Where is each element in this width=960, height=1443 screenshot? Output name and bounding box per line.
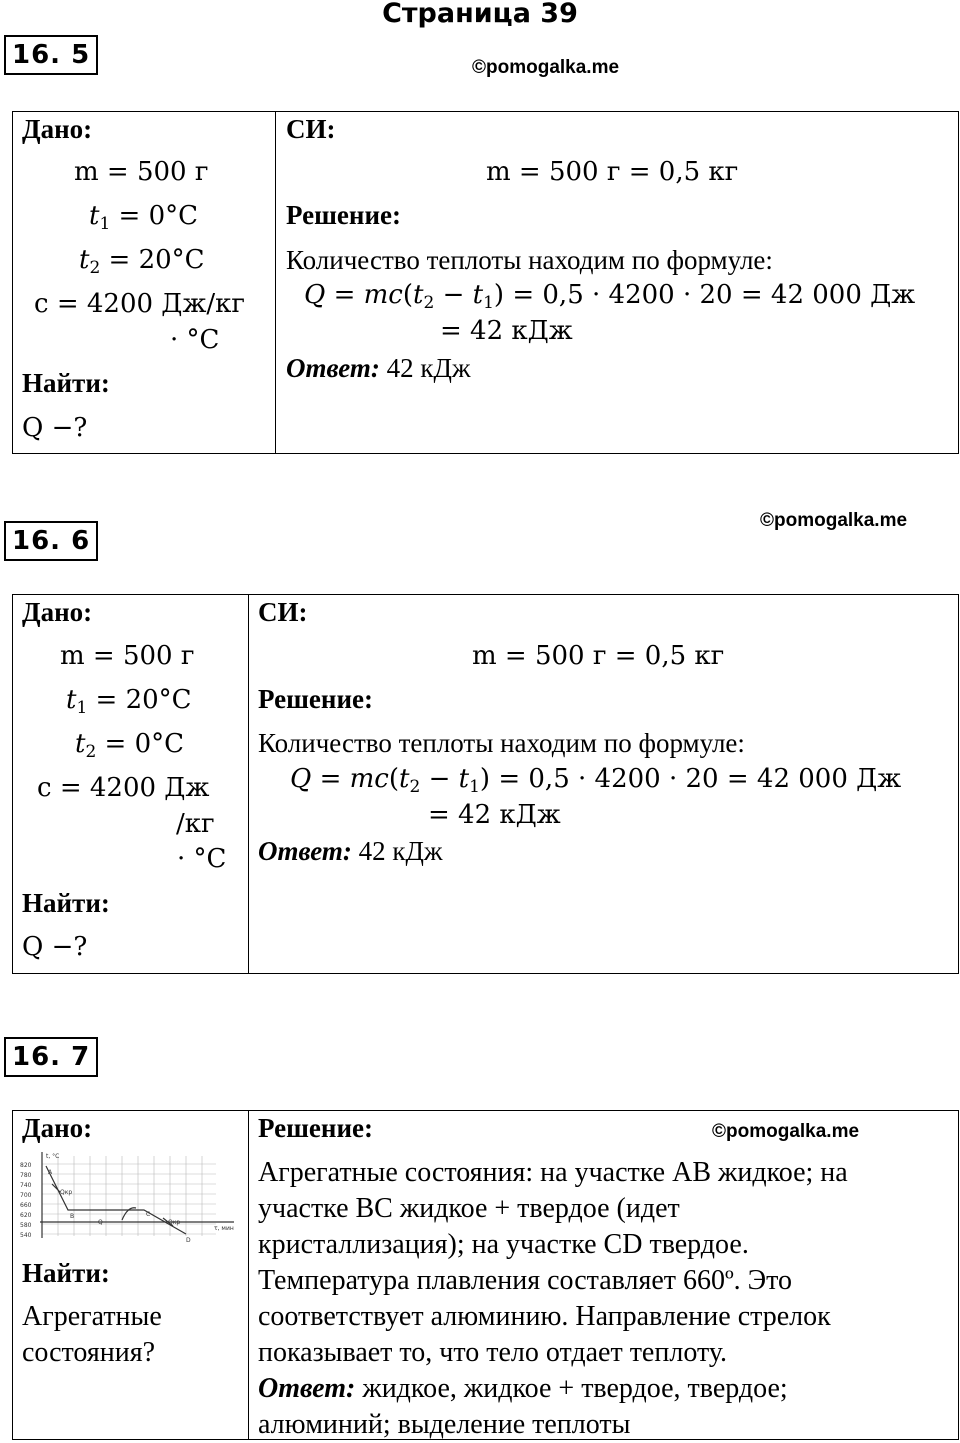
answer-continued: алюминий; выделение теплоты — [258, 1409, 631, 1440]
given-c-unit: · °C — [170, 325, 220, 355]
table-divider — [248, 594, 249, 974]
y-tick: 580 — [20, 1222, 32, 1229]
given-mass: m = 500 г — [60, 641, 195, 671]
point-label: B — [70, 1213, 75, 1220]
given-heading: Дано: — [22, 597, 93, 627]
given-heading: Дано: — [22, 114, 93, 144]
answer: Ответ: жидкое, жидкое + твердое, твердое; — [258, 1373, 788, 1404]
y-tick: 820 — [20, 1162, 32, 1169]
given-heading: Дано: — [22, 1113, 93, 1143]
watermark: ©pomogalka.me — [760, 510, 908, 531]
solution-line: показывает то, что тело отдает теплоту. — [258, 1337, 728, 1368]
solution-text — [258, 1155, 848, 1443]
problem-number-16-5: 16. 5 — [4, 35, 98, 75]
si-value: m = 500 г = 0,5 кг — [472, 641, 725, 671]
given-t2: $t_2 = 20^\circ C$ — [79, 245, 205, 278]
problem-number-16-7: 16. 7 — [4, 1037, 98, 1077]
table-divider — [248, 1110, 249, 1440]
y-tick: 620 — [20, 1212, 32, 1219]
watermark: ©pomogalka.me — [472, 57, 620, 78]
formula: $Q = mc(t_2 - t_1) = 0,5 \cdot 4200 \cdot 20 = 42$ 000 Дж — [304, 280, 916, 313]
y-tick: 700 — [20, 1192, 32, 1199]
formula-result: = 42 кДж — [428, 800, 561, 830]
solution-line: участке ВС жидкое + твердое (идет — [258, 1193, 680, 1224]
given-t1: $t_1 = 20^\circ C$ — [66, 685, 192, 718]
solution-heading: Решение: — [258, 684, 373, 714]
solution-line: Агрегатные состояния: на участке АВ жидкое; на — [258, 1157, 848, 1188]
given-c: c = 4200 Дж — [37, 773, 210, 803]
point-label: C — [146, 1211, 151, 1218]
x-axis-label: τ, мин — [214, 1225, 234, 1232]
given-t1: $t_1 = 0^\circ C$ — [89, 201, 199, 234]
given-c-unit-deg: · °C — [177, 844, 227, 874]
temperature-graph — [18, 1150, 240, 1245]
formula: $Q = mc(t_2 - t_1) = 0,5 \cdot 4200 \cdot 20 = 42$ 000 Дж — [290, 764, 902, 797]
find-q: Q −? — [22, 413, 88, 443]
point-label: A — [48, 1169, 53, 1176]
si-heading: СИ: — [258, 597, 308, 627]
y-tick: 660 — [20, 1202, 32, 1209]
problem-number-16-6: 16. 6 — [4, 521, 98, 561]
formula-text: Количество теплоты находим по формуле: — [286, 245, 773, 275]
find-heading: Найти: — [22, 1258, 110, 1288]
y-axis-label: t, °C — [46, 1153, 60, 1160]
given-c-unit-kg: /кг — [176, 809, 215, 839]
page-title: Страница 39 — [382, 0, 578, 29]
solution-heading: Решение: — [258, 1113, 373, 1143]
given-t2: $t_2 = 0^\circ C$ — [75, 729, 185, 762]
si-heading: СИ: — [286, 114, 336, 144]
find-q: Q −? — [22, 932, 88, 962]
answer: Ответ: 42 кДж — [258, 836, 443, 866]
heat-label: Q — [98, 1219, 103, 1226]
answer: Ответ: 42 кДж — [286, 353, 471, 383]
point-label: D — [186, 1237, 191, 1244]
y-tick: 780 — [20, 1172, 32, 1179]
solution-heading: Решение: — [286, 200, 401, 230]
given-c: c = 4200 Дж/кг — [34, 289, 245, 319]
formula-result: = 42 кДж — [440, 316, 573, 346]
heat-label: Qкр — [60, 1189, 73, 1196]
find-heading: Найти: — [22, 888, 110, 918]
find-heading: Найти: — [22, 368, 110, 398]
find-text: Агрегатные состояния? — [22, 1301, 162, 1368]
watermark: ©pomogalka.me — [712, 1121, 860, 1142]
heat-label: Qкр — [168, 1219, 181, 1226]
solution-line: кристаллизация); на участке CD твердое. — [258, 1229, 749, 1260]
table-divider — [275, 111, 276, 454]
solution-line: соответствует алюминию. Направление стрелок — [258, 1301, 831, 1332]
solution-line: Температура плавления составляет 660º. Это — [258, 1265, 793, 1296]
formula-text: Количество теплоты находим по формуле: — [258, 728, 745, 758]
given-mass: m = 500 г — [74, 157, 209, 187]
y-tick: 540 — [20, 1232, 32, 1239]
y-tick: 740 — [20, 1182, 32, 1189]
si-value: m = 500 г = 0,5 кг — [486, 157, 739, 187]
